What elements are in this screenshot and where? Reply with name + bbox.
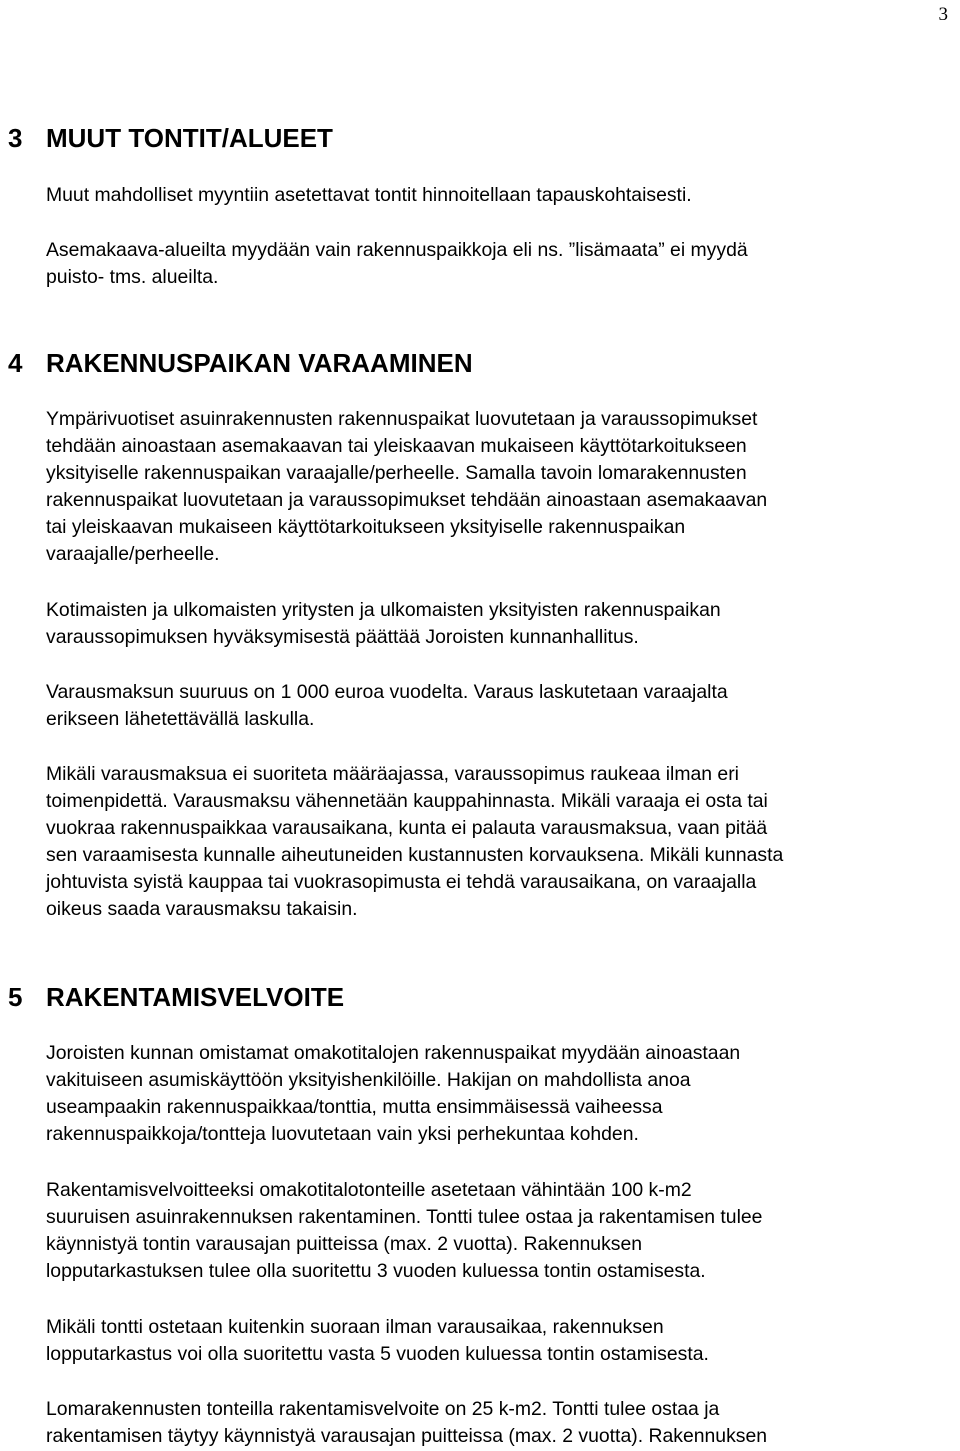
section-5-paragraph-1: Joroisten kunnan omistamat omakotitalojen rakennuspaikat myydään ainoastaan vakituiseen asumiskäyttöön yksityishenkilöille. Hakijan on mahdollista anoa useampaakin rakennuspaikkaa/tonttia, mutta ensimmäisessä vaiheessa rakennuspaikkoja/tontteja luovutetaan vain yksi perhekuntaa kohden. [46,1042,741,1145]
section-3-title: MUUT TONTIT/ALUEET [46,123,333,153]
section-4-heading [0,348,473,378]
section-4-paragraph-2: Kotimaisten ja ulkomaisten yritysten ja ulkomaisten yksityisten rakennuspaikan varaussopimuksen hyväksymisestä päättää Joroisten kunnanhallitus. [46,599,721,648]
section-4-paragraph-1: Ympärivuotiset asuinrakennusten rakennuspaikat luovutetaan ja varaussopimukset tehdään ainoastaan asemakaavan tai yleiskaavan mukaiseen käyttötarkoitukseen yksityiselle rakennuspaikan varaajalle/perheelle. Samalla tavoin lomarakennusten rakennuspaikat luovutetaan ja varaussopimukset tehdään ainoastaan asemakaavan tai yleiskaavan mukaiseen käyttötarkoitukseen yksityiselle rakennuspaikan varaajalle/perheelle. [46,408,768,565]
section-5-paragraph-2: Rakentamisvelvoitteeksi omakotitalotonteille asetetaan vähintään 100 k-m2 suuruisen asuinrakennuksen rakentaminen. Tontti tulee ostaa ja rakentamisen tulee käynnistyä tontin varausajan puitteissa (max. 2 vuotta). Rakennuksen lopputarkastuksen tulee olla suoritettu 3 vuoden kuluessa tontin ostamisesta. [46,1179,763,1282]
section-5-paragraph-4: Lomarakennusten tonteilla rakentamisvelvoite on 25 k-m2. Tontti tulee ostaa ja rakentamisen täytyy käynnistyä varausajan puitteissa (max. 2 vuotta). Rakennuksen [46,1398,768,1447]
section-5-heading [0,982,344,1012]
section-4-paragraph-4: Mikäli varausmaksua ei suoriteta määräajassa, varaussopimus raukeaa ilman eri toimenpidettä. Varausmaksu vähennetään kauppahinnasta. Mikäli varaaja ei osta tai vuokraa rakennuspaikkaa varausaikana, kunta ei palauta varausmaksua, vaan pitää sen varaamisesta kunnalle aiheutuneiden kustannusten korvauksena. Mikäli kunnasta johtuvista syistä kauppaa tai vuokrasopimusta ei tehdä varausaikana, on varaajalla oikeus saada varausmaksu takaisin. [46,763,784,920]
section-4-title: RAKENNUSPAIKAN VARAAMINEN [46,348,473,378]
section-3-heading [0,123,333,153]
section-5-paragraph-3: Mikäli tontti ostetaan kuitenkin suoraan ilman varausaikaa, rakennuksen lopputarkastus voi olla suoritettu vasta 5 vuoden kuluessa tontin ostamisesta. [46,1316,709,1365]
section-3-paragraph-2: Asemakaava-alueilta myydään vain rakennuspaikkoja eli ns. ”lisämaata” ei myydä puisto- tms. alueilta. [46,239,748,288]
section-5-title: RAKENTAMISVELVOITE [46,982,345,1012]
section-3-paragraph-1: Muut mahdolliset myyntiin asetettavat tontit hinnoitellaan tapauskohtaisesti. [46,184,692,206]
page-number: 3 [938,4,948,25]
section-4-number: 4 [8,348,23,378]
section-3-number: 3 [8,123,23,153]
section-4-paragraph-3: Varausmaksun suuruus on 1 000 euroa vuodelta. Varaus laskutetaan varaajalta erikseen lähetettävällä laskulla. [46,681,728,730]
section-5-number: 5 [8,982,23,1012]
